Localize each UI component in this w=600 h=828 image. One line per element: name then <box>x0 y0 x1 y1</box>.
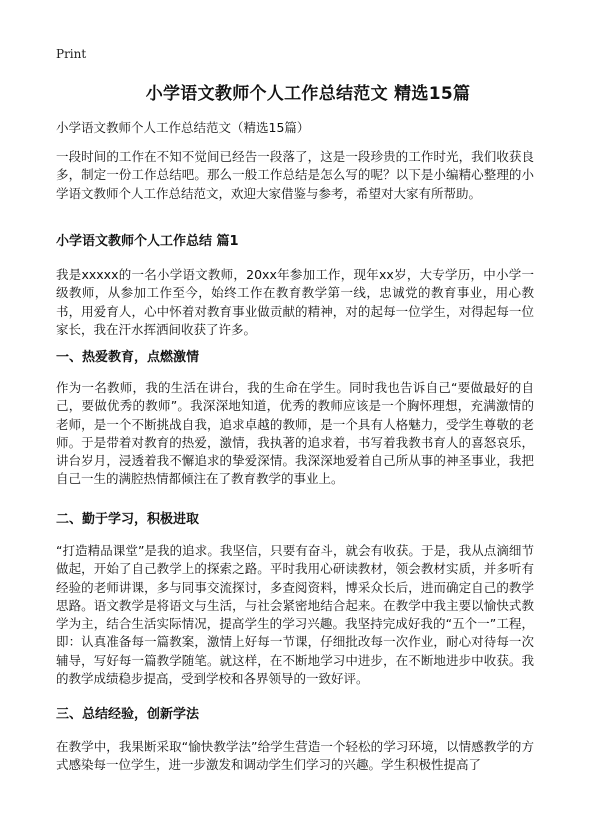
print-link[interactable]: Print <box>56 47 87 61</box>
document-subtitle: 小学语文教师个人工作总结范文（精选15篇） <box>56 120 310 135</box>
article-intro-block <box>56 266 534 339</box>
section-1-body-block <box>56 379 534 489</box>
section-3-heading-block <box>56 706 534 724</box>
article-heading: 小学语文教师个人工作总结 篇1 <box>56 234 239 249</box>
section-2-body-block <box>56 542 534 688</box>
section-paragraph: “打造精品课堂”是我的追求。我坚信，只要有奋斗，就会有收获。于是，我从点滴细节做起，开始了自己教学上的探索之路。平时我用心研读教材，领会教材实质，并多听有经验的老师讲课，多与同事交流探讨，多查阅资料，博采众长后，进而确定自己的教学思路。语文教学是将语文与生活，与社会紧密地结合起来。在教学中我主要以愉快式教学为主，结合生活实际情况，提高学生的学习兴趣。我坚持完成好我的“五个一”工程，即：认真准备每一篇教案，激情上好每一节课，仔细批改每一次作业，耐心对待每一次辅导，写好每一篇教学随笔。就这样，在不断地学习中进步，在不断地进步中收获。我的教学成绩稳步提高，受到学校和各界领导的一致好评。 <box>56 543 534 687</box>
section-paragraph: 作为一名教师，我的生活在讲台，我的生命在学生。同时我也告诉自己“要做最好的自己，要做优秀的教师”。我深深地知道，优秀的教师应该是一个胸怀理想，充满激情的老师，是一个不断挑战自我，追求卓越的教师，是一个具有人格魅力，受学生尊敬的老师。于是带着对教育的热爱，激情，我执著的追求着，书写着我教书育人的喜怒哀乐，讲台岁月，浸透着我不懈追求的挚爱深情。我深深地爱着自己所从事的神圣事业，我把自己一生的满腔热情都倾注在了教育教学的事业上。 <box>56 380 534 487</box>
article-heading-block <box>56 233 534 251</box>
section-1-heading-block <box>56 349 534 367</box>
section-heading: 三、总结经验，创新学法 <box>56 707 200 722</box>
section-heading: 一、热爱教育，点燃激情 <box>56 350 200 365</box>
article-intro-paragraph: 我是xxxxx的一名小学语文教师，20xx年参加工作，现年xx岁，大专学历，中小学一级教师，从参加工作至今，始终工作在教育教学第一线，忠诚党的教育事业，用心教书，用爱育人，心中怀着对教育事业做贡献的精神，对的起每一位学生，对得起每一位家长，我在汗水挥洒间收获了许多。 <box>56 267 534 337</box>
section-3-body-block <box>56 738 534 775</box>
section-2-heading-block <box>56 511 534 529</box>
intro-paragraph: 一段时间的工作在不知不觉间已经告一段落了，这是一段珍贵的工作时光，我们收获良多，制定一份工作总结吧。那么一般工作总结是怎么写的呢？以下是小编精心整理的小学语文教师个人工作总结范文，欢迎大家借鉴与参考，希望对大家有所帮助。 <box>56 149 534 201</box>
section-paragraph: 在教学中，我果断采取“愉快教学法”给学生营造一个轻松的学习环境，以情感教学的方式感染每一位学生，进一步激发和调动学生们学习的兴趣。学生积极性提高了 <box>56 739 534 773</box>
intro-block <box>56 148 534 203</box>
section-heading: 二、勤于学习，积极进取 <box>56 512 200 527</box>
document-title: 小学语文教师个人工作总结范文 精选15篇 <box>145 84 471 104</box>
